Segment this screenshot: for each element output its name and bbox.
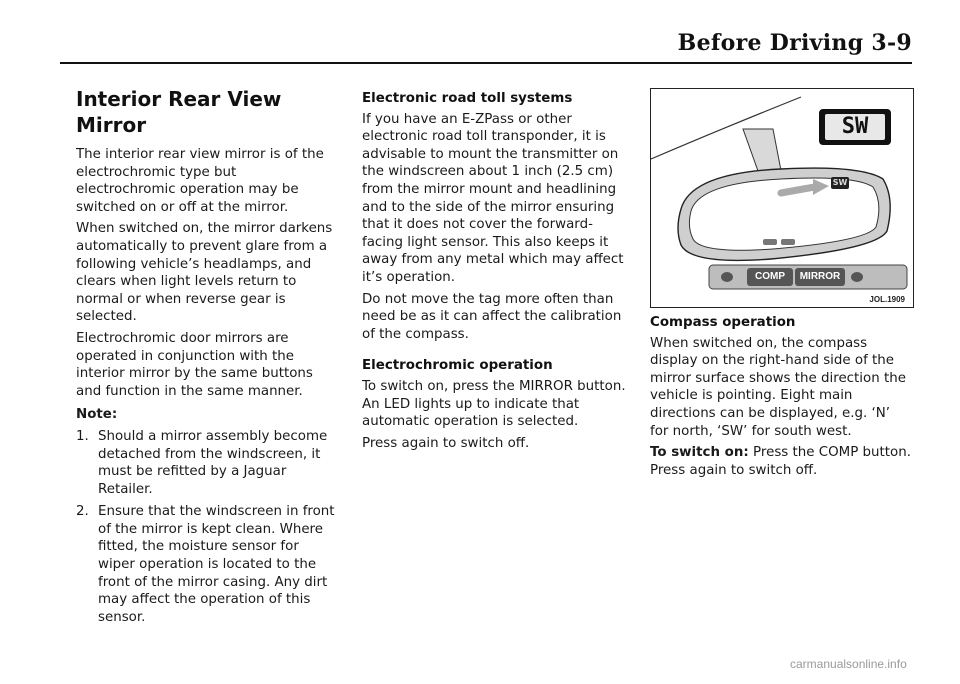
figure-reference-code: JOL.1909 xyxy=(869,295,905,304)
mirror-display-text: SW xyxy=(832,178,848,187)
note-label: Note: xyxy=(76,407,118,423)
paragraph: Press again to switch off. xyxy=(362,435,530,451)
paragraph xyxy=(650,444,912,462)
list-text: Should a mirror assembly become detached from the windscreen, it must be refitted by a Jaguar Retailer. xyxy=(98,428,328,497)
paragraph: The interior rear view mirror is of the electrochromic type but electrochromic operation may be switched on or off at the mirror. xyxy=(76,147,324,215)
subheading-toll: Electronic road toll systems xyxy=(362,91,573,106)
paragraph: Electrochromic door mirrors are operated in conjunction with the interior mirror by the same buttons and function in the same manner. xyxy=(76,330,313,399)
note-list xyxy=(76,428,338,627)
page-title: Before Driving 3-9 xyxy=(677,30,912,56)
comp-button-label: COMP xyxy=(755,271,785,282)
paragraph: When switched on, the compass display on the right-hand side of the mirror surface shows the direction the vehicle is pointing. Eight main directions can be displayed, e.g. ‘N’ for north, ‘SW’ for south west. xyxy=(650,335,906,439)
compass-display-text: SW xyxy=(841,114,869,139)
mirror-illustration xyxy=(650,88,914,308)
paragraph: Do not move the tag more often than need be as it can affect the calibration of the compass. xyxy=(362,291,622,342)
switch-on-text: Press the COMP button. xyxy=(748,445,911,461)
paragraph: Press again to switch off. xyxy=(650,462,818,478)
header-rule xyxy=(60,62,912,64)
column-left xyxy=(76,86,338,631)
list-text: Ensure that the windscreen in front of the mirror is kept clean. Where fitted, the moisture sensor for wiper operation is located to the front of the mirror casing. Any dirt may affect the operation of this sensor. xyxy=(98,504,335,625)
paragraph: To switch on, press the MIRROR button. An LED lights up to indicate that automatic operation is selected. xyxy=(362,378,626,430)
mirror-button-label: MIRROR xyxy=(799,271,841,282)
paragraph: If you have an E-ZPass or other electronic road toll transponder, it is advisable to mount the transmitter on the windscreen about 1 inch (2.5 cm) from the mirror mount and headlining and to the side of the mirror ensuring that it does not cover the forward-facing light sensor. This also keeps it away from any metal which may affect it’s operation. xyxy=(362,111,624,285)
list-item xyxy=(76,428,338,498)
switch-on-label: To switch on: xyxy=(650,445,749,461)
watermark: carmanualsonline.info xyxy=(790,657,907,671)
subheading-electrochromic: Electrochromic operation xyxy=(362,358,553,374)
list-number: 1. xyxy=(76,428,89,444)
column-right xyxy=(650,314,912,483)
list-item xyxy=(76,503,338,626)
page-header xyxy=(60,28,912,64)
list-number: 2. xyxy=(76,504,89,520)
paragraph: When switched on, the mirror darkens automatically to prevent glare from a following vehicle’s headlamps, and clears when light levels return to normal or when reverse gear is selected. xyxy=(76,221,333,325)
column-middle xyxy=(362,90,628,456)
subheading-compass: Compass operation xyxy=(650,315,796,330)
section-heading-mirror: Interior Rear View Mirror xyxy=(76,87,282,137)
